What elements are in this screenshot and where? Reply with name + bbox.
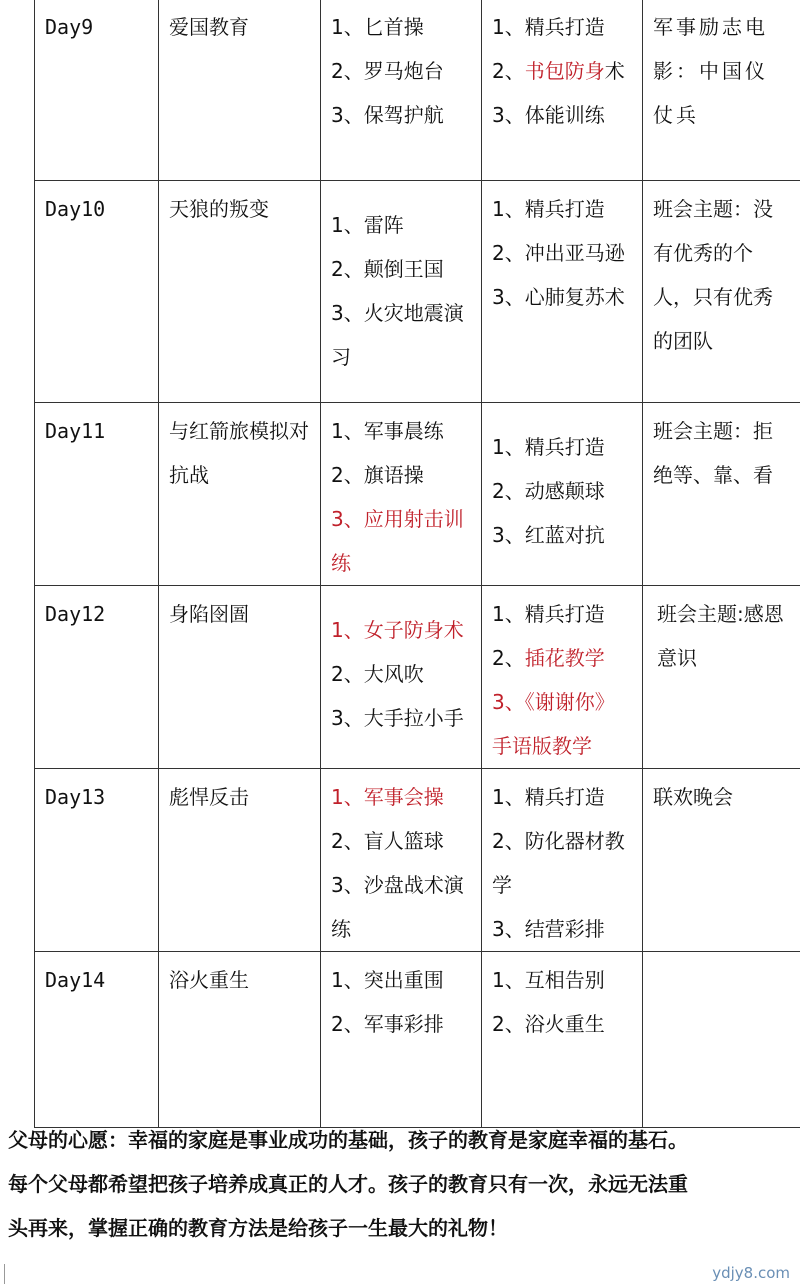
theme-cell: 浴火重生 (159, 952, 321, 1128)
activity-item: 2、旗语操 (331, 463, 424, 487)
activity-item: 1、雷阵 (331, 213, 404, 237)
day-cell: Day14 (35, 952, 159, 1128)
activity-item: 1、突出重围 (331, 968, 444, 992)
activity-item: 2、冲出亚马逊 (492, 241, 625, 265)
activity-item: 2、罗马炮台 (331, 59, 444, 83)
footer-line: 每个父母都希望把孩子培养成真正的人才。孩子的教育只有一次，永远无法重 (8, 1172, 688, 1196)
activity-item: 3、红蓝对抗 (492, 523, 605, 547)
morning-cell (321, 403, 482, 586)
afternoon-cell (482, 586, 643, 769)
footer-line: 头再来，掌握正确的教育方法是给孩子一生最大的礼物！ (8, 1216, 508, 1240)
activity-item: 3、火灾地震演习 (331, 301, 464, 369)
afternoon-cell (482, 181, 643, 403)
page-corner-mark (4, 1264, 13, 1284)
day-cell: Day13 (35, 769, 159, 952)
afternoon-cell (482, 952, 643, 1128)
morning-cell (321, 586, 482, 769)
table-row (35, 0, 800, 181)
activity-item: 1、精兵打造 (492, 785, 605, 809)
morning-cell (321, 769, 482, 952)
theme-cell: 身陷囹圄 (159, 586, 321, 769)
activity-item: 1、军事会操 (331, 785, 444, 809)
activity-item: 1、互相告别 (492, 968, 605, 992)
footer-line: 父母的心愿：幸福的家庭是事业成功的基础，孩子的教育是家庭幸福的基石。 (8, 1128, 688, 1152)
activity-item: 3、结营彩排 (492, 917, 605, 941)
evening-cell (643, 952, 800, 1128)
evening-cell: 班会主题：没有优秀的个人，只有优秀的团队 (643, 181, 800, 403)
day-cell: Day12 (35, 586, 159, 769)
table-row (35, 403, 800, 586)
morning-cell (321, 0, 482, 181)
activity-item: 1、女子防身术 (331, 618, 464, 642)
activity-item: 3、沙盘战术演练 (331, 873, 464, 941)
activity-item: 2、浴火重生 (492, 1012, 605, 1036)
evening-cell: 班会主题：拒绝等、靠、看 (643, 403, 800, 586)
table-row (35, 952, 800, 1128)
afternoon-cell (482, 403, 643, 586)
theme-cell: 与红箭旅模拟对抗战 (159, 403, 321, 586)
activity-item: 3、大手拉小手 (331, 706, 464, 730)
activity-item: 1、军事晨练 (331, 419, 444, 443)
activity-item: 2、颠倒王国 (331, 257, 444, 281)
evening-cell: 军事励志电影：中国仪仗兵 (643, 0, 800, 181)
activity-item: 2、大风吹 (331, 662, 424, 686)
day-cell: Day10 (35, 181, 159, 403)
table-row (35, 586, 800, 769)
activity-item: 1、精兵打造 (492, 15, 605, 39)
theme-cell: 天狼的叛变 (159, 181, 321, 403)
parents-wish-paragraph (8, 1118, 798, 1250)
activity-item: 1、匕首操 (331, 15, 424, 39)
activity-item: 2、防化器材教学 (492, 829, 625, 897)
activity-item: 1、精兵打造 (492, 197, 605, 221)
activity-item: 3、《谢谢你》手语版教学 (492, 690, 615, 758)
day-cell: Day11 (35, 403, 159, 586)
evening-cell: 联欢晚会 (643, 769, 800, 952)
activity-item: 2、动感颠球 (492, 479, 605, 503)
day-cell: Day9 (35, 0, 159, 181)
morning-cell (321, 181, 482, 403)
activity-item: 1、精兵打造 (492, 435, 605, 459)
activity-item: 2、书包防身术 (492, 59, 625, 83)
activity-item: 3、心肺复苏术 (492, 285, 625, 309)
evening-cell: 班会主题:感恩意识 (643, 586, 800, 769)
theme-cell: 彪悍反击 (159, 769, 321, 952)
activity-item: 2、盲人篮球 (331, 829, 444, 853)
theme-cell: 爱国教育 (159, 0, 321, 181)
camp-schedule-table (34, 0, 800, 1128)
activity-item: 3、保驾护航 (331, 103, 444, 127)
site-watermark: ydjy8.com (712, 1264, 790, 1282)
afternoon-cell (482, 769, 643, 952)
table-row (35, 769, 800, 952)
morning-cell (321, 952, 482, 1128)
afternoon-cell (482, 0, 643, 181)
activity-item: 2、插花教学 (492, 646, 605, 670)
activity-item: 1、精兵打造 (492, 602, 605, 626)
table-row (35, 181, 800, 403)
activity-item: 3、应用射击训练 (331, 507, 464, 575)
activity-item: 3、体能训练 (492, 103, 605, 127)
activity-item: 2、军事彩排 (331, 1012, 444, 1036)
